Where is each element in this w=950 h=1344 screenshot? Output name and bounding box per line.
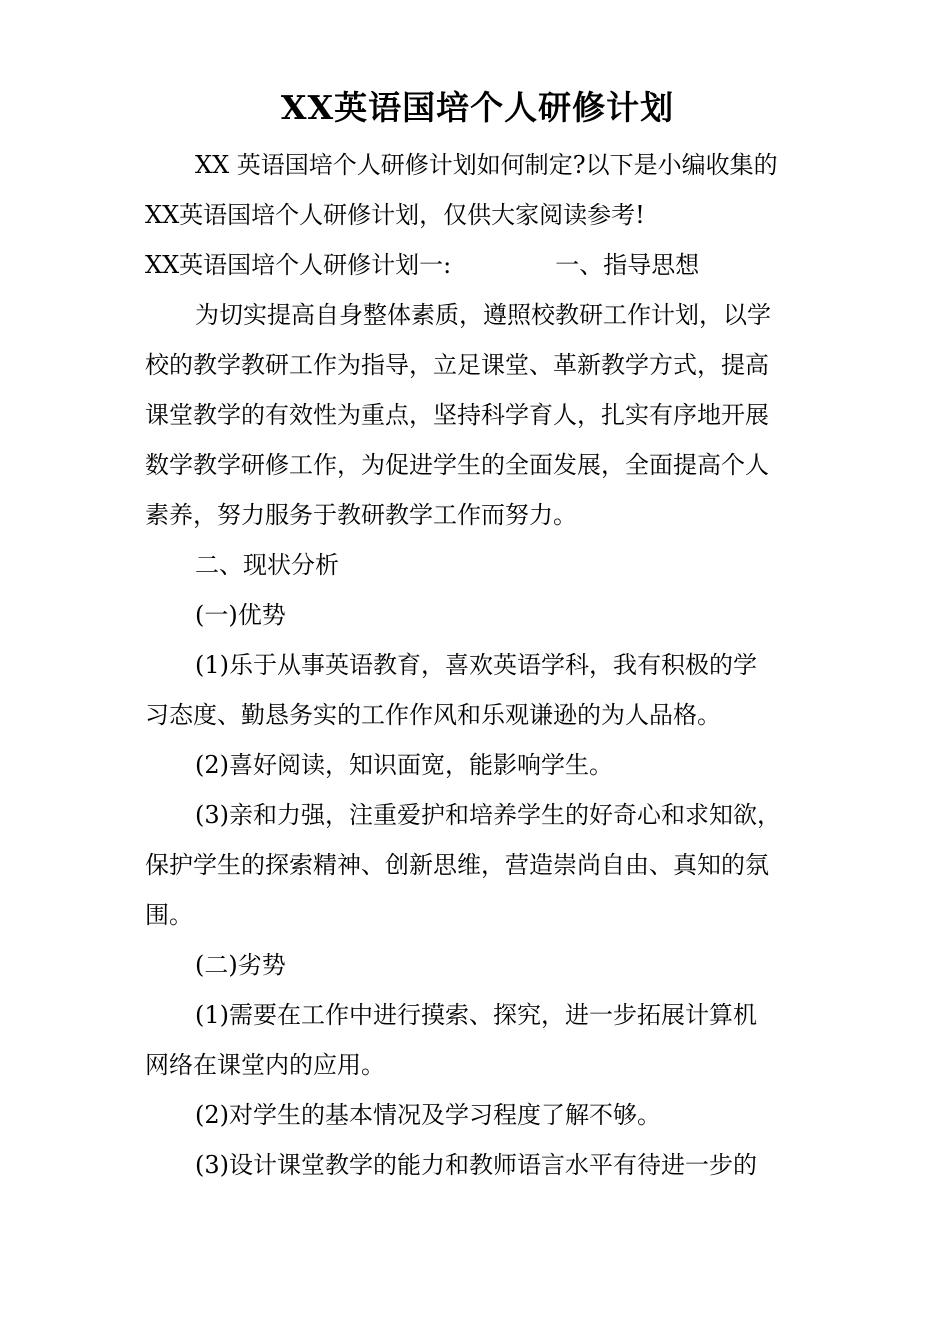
subheading-disadvantages: (二)劣势 xyxy=(195,951,286,979)
subheading-advantages: (一)优势 xyxy=(195,601,286,629)
section-heading-status: 二、现状分析 xyxy=(195,551,339,579)
intro-line-2: XX英语国培个人研修计划，仅供大家阅读参考! xyxy=(145,201,645,229)
paragraph-line: 为切实提高自身整体素质，遵照校教研工作计划，以学 xyxy=(195,301,771,329)
section-guiding-thought: 一、指导思想 xyxy=(555,251,700,279)
intro-line-1: XX 英语国培个人研修计划如何制定?以下是小编收集的 xyxy=(195,151,778,179)
list-item-line: (1)需要在工作中进行摸索、探究，进一步拓展计算机 xyxy=(195,1001,757,1029)
list-item-line: 保护学生的探索精神、创新思维，营造崇尚自由、真知的氛 xyxy=(145,851,769,879)
list-item-line: (3)设计课堂教学的能力和教师语言水平有待进一步的 xyxy=(195,1151,757,1179)
document-title: XX英语国培个人研修计划 xyxy=(280,88,675,127)
list-item-line: (3)亲和力强，注重爱护和培养学生的好奇心和求知欲， xyxy=(195,801,781,829)
list-item-line: (1)乐于从事英语教育，喜欢英语学科，我有积极的学 xyxy=(195,651,757,679)
list-item-line: 网络在课堂内的应用。 xyxy=(145,1051,385,1079)
list-item-line: (2)喜好阅读，知识面宽，能影响学生。 xyxy=(195,751,613,779)
list-item-line: (2)对学生的基本情况及学习程度了解不够。 xyxy=(195,1101,661,1129)
plan-heading-line xyxy=(145,240,810,290)
plan-one-label: XX英语国培个人研修计划一: xyxy=(145,251,452,279)
list-item-line: 习态度、勤恳务实的工作作风和乐观谦逊的为人品格。 xyxy=(145,701,721,729)
paragraph-line: 素养，努力服务于教研教学工作而努力。 xyxy=(145,501,577,529)
paragraph-line: 校的教学教研工作为指导，立足课堂、革新教学方式，提高 xyxy=(145,351,769,379)
paragraph-line: 数学教学研修工作，为促进学生的全面发展，全面提高个人 xyxy=(145,451,769,479)
document-page xyxy=(145,80,810,1190)
list-item-line: 围。 xyxy=(145,901,193,929)
paragraph-line: 课堂教学的有效性为重点，坚持科学育人，扎实有序地开展 xyxy=(145,401,769,429)
